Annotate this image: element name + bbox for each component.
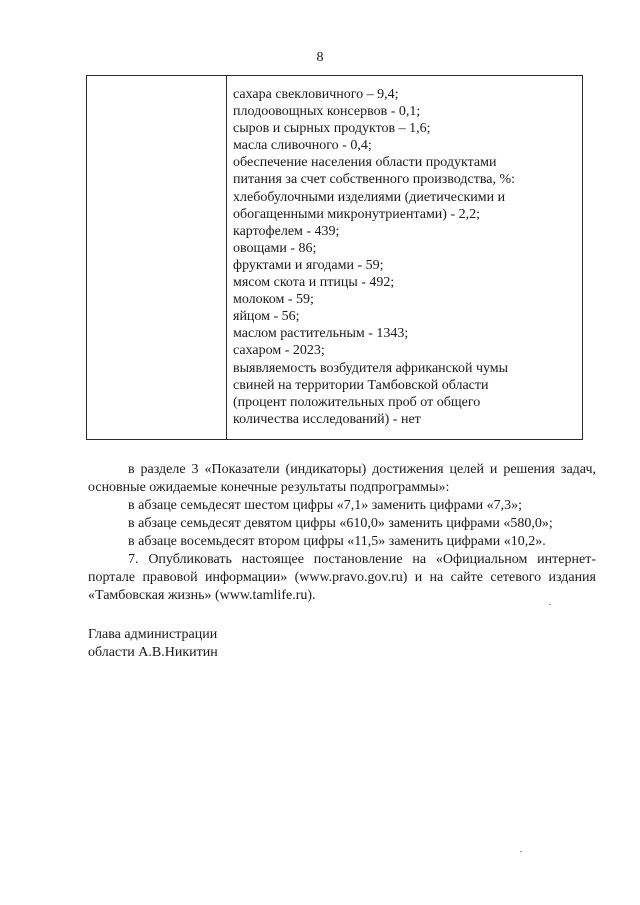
- table-line: сыров и сырных продуктов – 1,6;: [233, 121, 431, 137]
- table-line: сахара свекловичного – 9,4;: [233, 87, 399, 102]
- signature-name: области А.В.Никитин: [88, 645, 218, 660]
- table-line: яйцом - 56;: [233, 309, 300, 325]
- table-line: молоком - 59;: [233, 292, 314, 308]
- scan-speck: [520, 851, 522, 852]
- table-line: сахаром - 2023;: [233, 343, 325, 359]
- table-line: (процент положительных проб от общего: [233, 394, 481, 410]
- table-line: мясом скота и птицы - 492;: [233, 275, 395, 291]
- table-right-cell: [233, 86, 578, 428]
- table-column-divider: [226, 76, 227, 439]
- table-line: овощами - 86;: [233, 240, 317, 256]
- table-line: питания за счет собственного производства, %:: [233, 172, 516, 188]
- amendment-line-82: в абзаце восемьдесят втором цифры «11,5» заменить цифрами «10,2».: [128, 534, 546, 549]
- table-line: выявляемость возбудителя африканской чумы: [233, 360, 509, 376]
- document-body: [88, 461, 596, 605]
- paragraph-publish: 7. Опубликовать настоящее постановление на «Официальном интернет-портале правовой информации» (www.pravo.gov.ru) и на сайте сетевого издания «Тамбовская жизнь» (www.tamlife.ru).: [88, 552, 596, 603]
- table-line: свиней на территории Тамбовской области: [233, 377, 489, 393]
- table-line: масла сливочного - 0,4;: [233, 138, 372, 154]
- amendment-line-79: в абзаце семьдесят девятом цифры «610,0» заменить цифрами «580,0»;: [128, 516, 553, 531]
- table-line: обеспечение населения области продуктами: [233, 155, 497, 171]
- signature-block: [88, 626, 218, 662]
- table-line: картофелем - 439;: [233, 223, 340, 239]
- table-line: обогащенными микронутриентами) - 2,2;: [233, 206, 481, 222]
- paragraph-section-3: в разделе 3 «Показатели (индикаторы) достижения целей и решения задач, основные ожидаемые конечные результаты подпрограммы»:: [88, 462, 596, 495]
- indicator-table: [86, 75, 583, 440]
- scan-speck: [549, 604, 551, 605]
- table-line: маслом растительным - 1343;: [233, 326, 409, 342]
- table-line: плодоовощных консервов - 0,1;: [233, 104, 421, 120]
- page-number: 8: [316, 50, 324, 65]
- table-line: количества исследований) - нет: [233, 411, 421, 427]
- amendment-line-76: в абзаце семьдесят шестом цифры «7,1» заменить цифрами «7,3»;: [128, 498, 523, 513]
- table-line: фруктами и ягодами - 59;: [233, 257, 384, 273]
- signature-title: Глава администрации: [88, 627, 218, 642]
- table-line: хлебобулочными изделиями (диетическими и: [233, 189, 506, 205]
